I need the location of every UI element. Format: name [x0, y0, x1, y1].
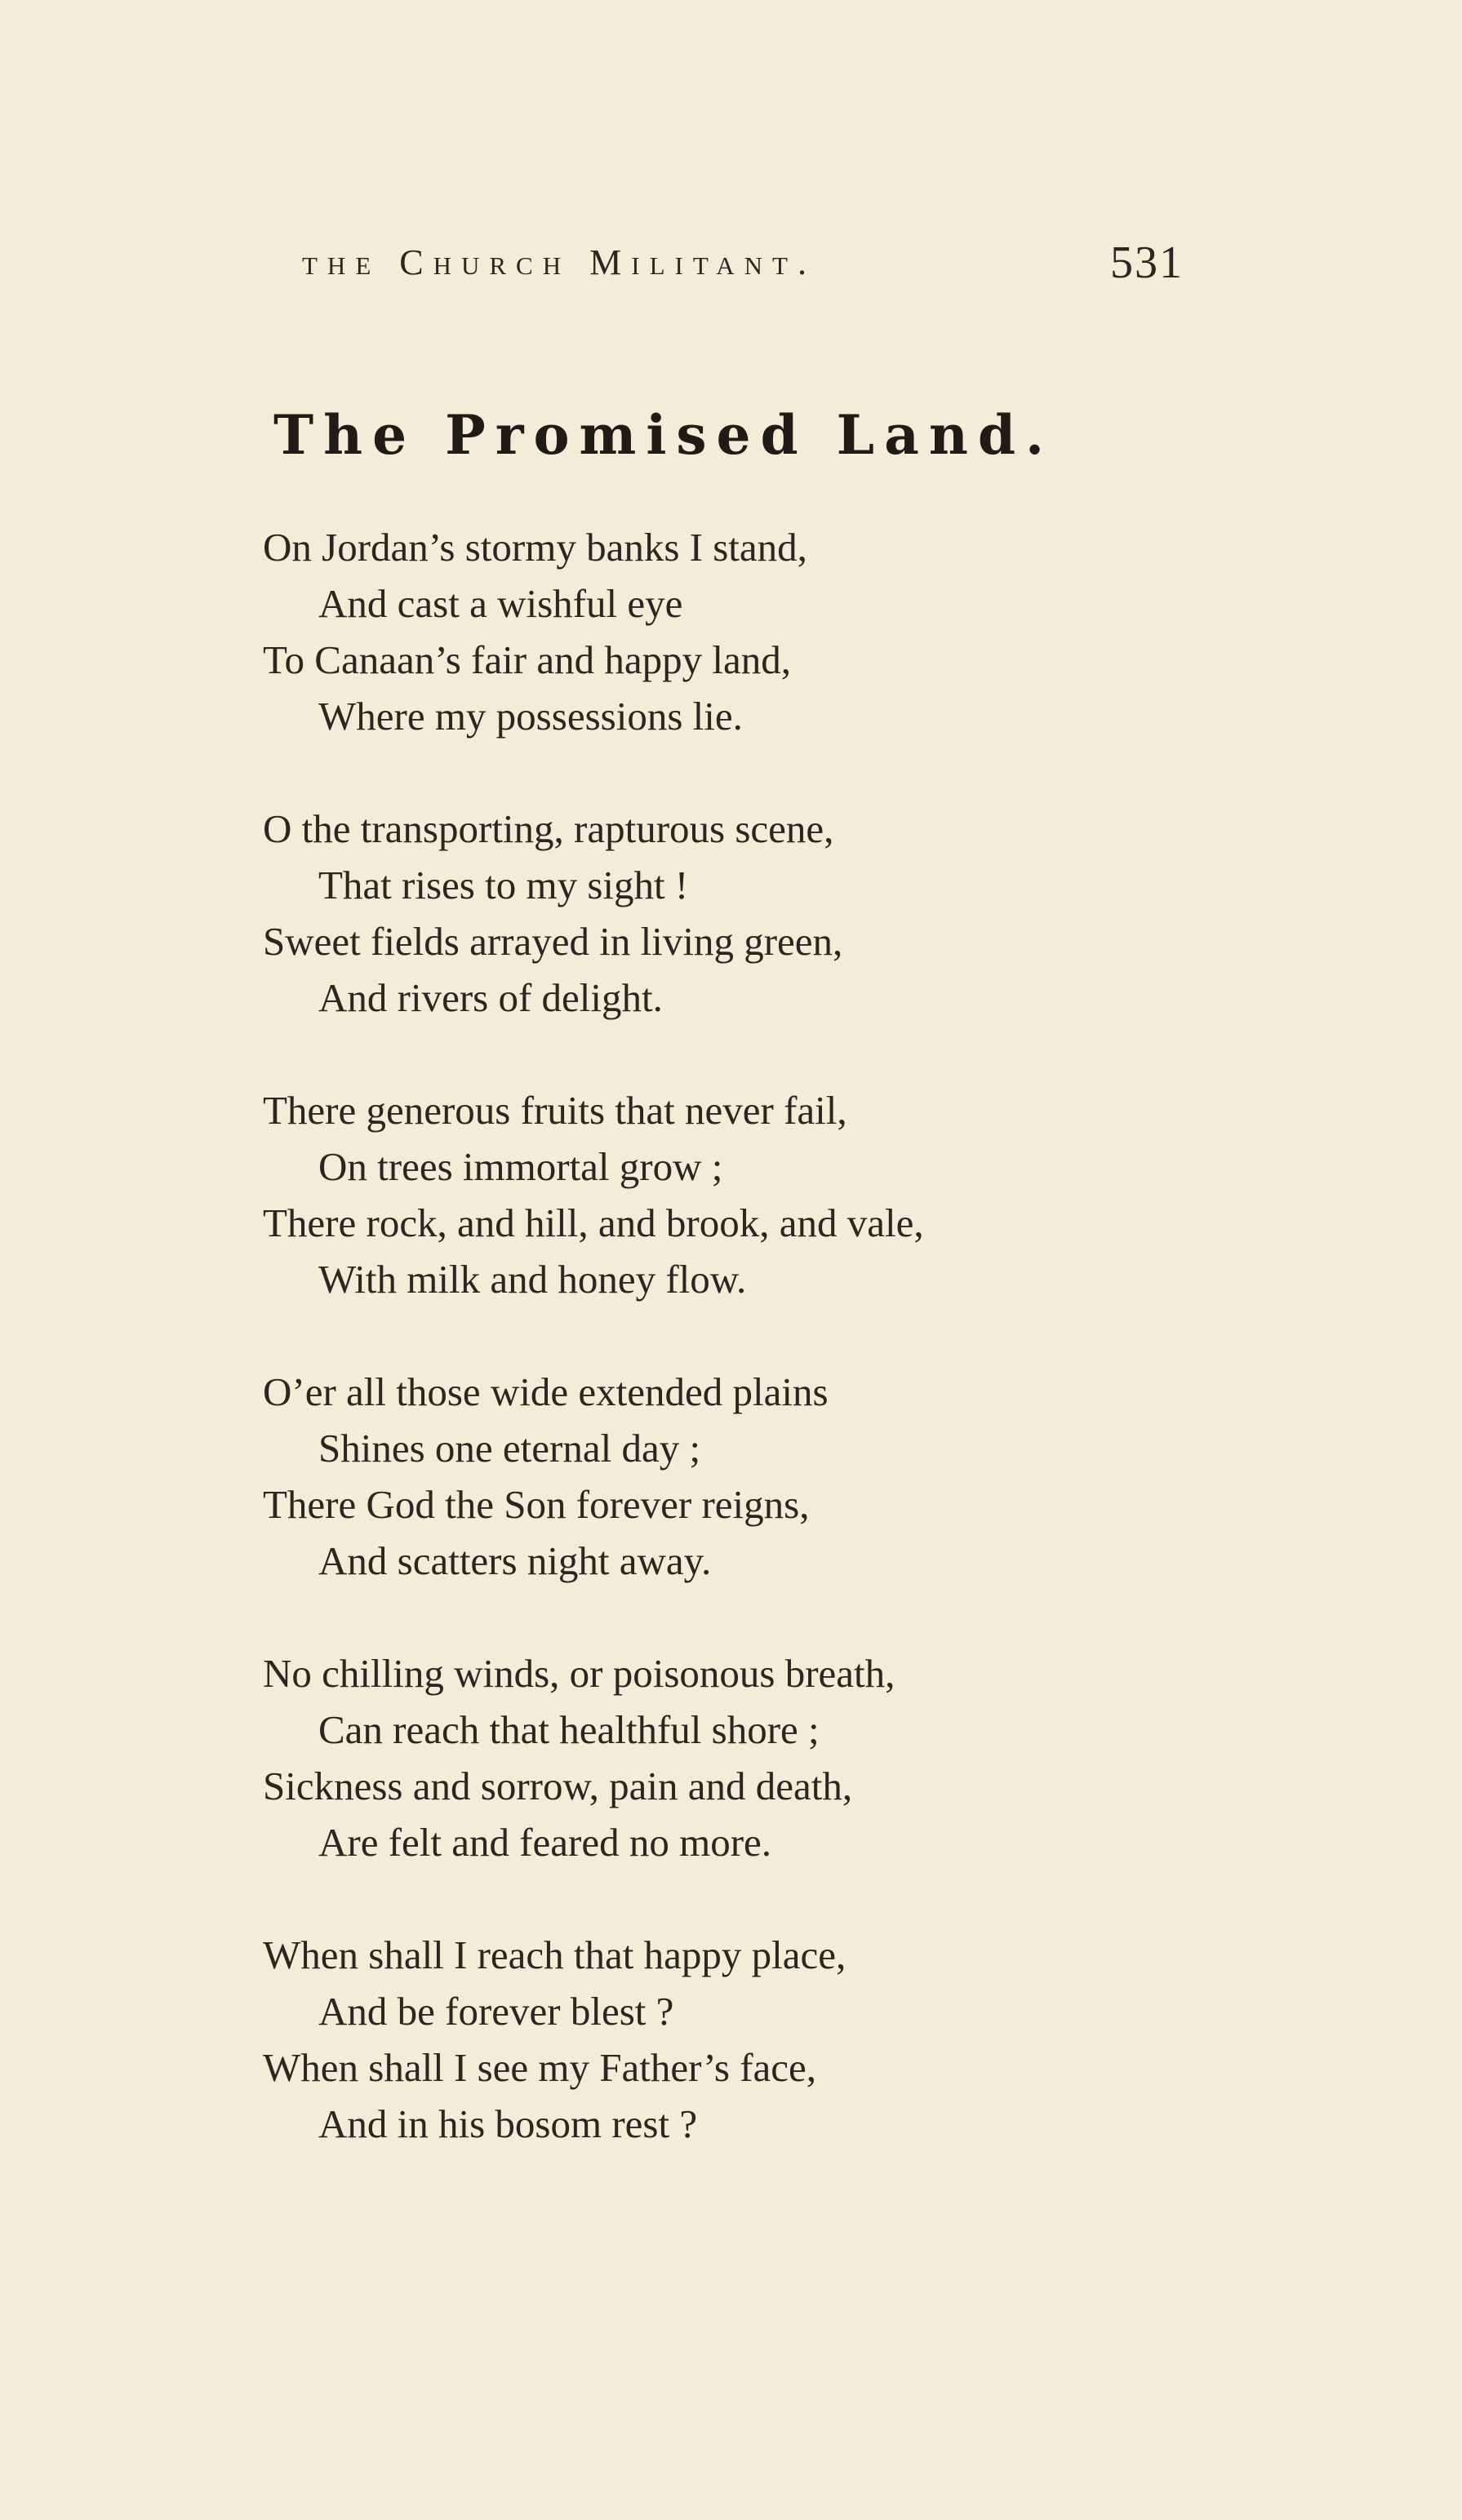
stanza-5 [263, 1645, 1242, 1870]
stanza-4 [263, 1364, 1242, 1589]
poem-line: And cast a wishful eye [318, 581, 683, 626]
poem-line: Can reach that healthful shore ; [318, 1707, 820, 1752]
poem-line: O’er all those wide extended plains [263, 1369, 829, 1414]
poem-line: Sickness and sorrow, pain and death, [263, 1764, 853, 1808]
poem-line: On trees immortal grow ; [318, 1144, 723, 1189]
stanza-2 [263, 801, 1242, 1026]
poem-line: Where my possessions lie. [318, 694, 743, 739]
page-header [302, 230, 1184, 295]
poem-title: The Promised Land. [273, 403, 1054, 467]
poem-line: And scatters night away. [318, 1538, 712, 1583]
poem-line: No chilling winds, or poisonous breath, [263, 1651, 895, 1696]
poem-line: There rock, and hill, and brook, and vale, [263, 1200, 924, 1245]
poem-line: And be forever blest ? [318, 1989, 674, 2034]
stanza-6 [263, 1927, 1242, 2152]
poem-line: And rivers of delight. [318, 975, 663, 1020]
poem-line: Are felt and feared no more. [318, 1820, 772, 1865]
poem-line: With milk and honey flow. [318, 1257, 747, 1302]
stanza-3 [263, 1082, 1242, 1307]
page-number: 531 [1110, 237, 1184, 288]
poem-line: There generous fruits that never fail, [263, 1088, 847, 1133]
poem-line: And in his bosom rest ? [318, 2101, 698, 2146]
stanza-1 [263, 519, 1242, 744]
poem-line: O the transporting, rapturous scene, [263, 806, 834, 851]
poem-line: When shall I reach that happy place, [263, 1932, 847, 1977]
poem-line: That rises to my sight ! [318, 863, 689, 907]
poem-line: On Jordan’s stormy banks I stand, [263, 525, 807, 570]
poem-line: To Canaan’s fair and happy land, [263, 637, 791, 682]
poem-body [263, 519, 1242, 2208]
poem-line: Sweet fields arrayed in living green, [263, 919, 843, 964]
poem-line: Shines one eternal day ; [318, 1426, 701, 1471]
poem-line: There God the Son forever reigns, [263, 1482, 810, 1527]
poem-line: When shall I see my Father’s face, [263, 2045, 817, 2090]
running-title: the Church Militant. [302, 242, 816, 282]
